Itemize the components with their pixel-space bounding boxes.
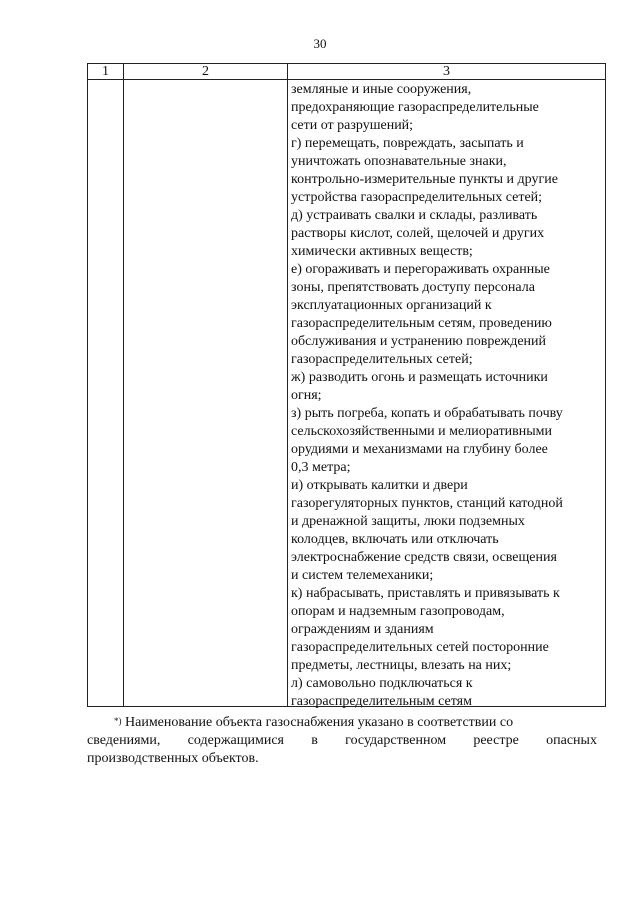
text-line: газораспределительных сетей посторонние: [291, 640, 549, 655]
footnote-word: опасных: [546, 733, 597, 748]
column-header-2: 2: [202, 64, 209, 79]
requirements-table: [87, 63, 606, 707]
text-line: г) перемещать, повреждать, засыпать и: [291, 136, 524, 151]
text-line: ограждениям и зданиям: [291, 622, 434, 637]
header-divider: [88, 79, 605, 80]
footnote-word: сведениями,: [87, 733, 161, 748]
text-line: зоны, препятствовать доступу персонала: [291, 280, 535, 295]
text-line: газорегуляторных пунктов, станций катодной: [291, 496, 563, 511]
text-line: уничтожать опознавательные знаки,: [291, 154, 507, 169]
column-header-3: 3: [443, 64, 450, 79]
footnote-line-1: [87, 714, 597, 732]
text-line: устройства газораспределительных сетей;: [291, 190, 543, 205]
text-line: сельскохозяйственными и мелиоративными: [291, 424, 553, 439]
footnote-word: в: [311, 733, 318, 748]
text-line: опорам и надземным газопроводам,: [291, 604, 505, 619]
text-line: газораспределительных сетей;: [291, 352, 473, 367]
text-line: газораспределительным сетям: [291, 694, 472, 709]
text-line: орудиями и механизмами на глубину более: [291, 442, 548, 457]
footnote-word: реестре: [473, 733, 519, 748]
text-line: контрольно-измерительные пункты и другие: [291, 172, 558, 187]
text-line: е) огораживать и перегораживать охранные: [291, 262, 550, 277]
column-divider-1: [123, 64, 124, 706]
text-line: и) открывать калитки и двери: [291, 478, 468, 493]
footnote-line-3: производственных объектов.: [87, 751, 259, 766]
text-line: газораспределительным сетям, проведению: [291, 316, 552, 331]
text-line: з) рыть погреба, копать и обрабатывать почву: [291, 406, 563, 421]
footnote-text-1: Наименование объекта газоснабжения указано в соответствии со: [125, 715, 514, 730]
footnote-line-2: [87, 732, 597, 750]
text-line: колодцев, включать или отключать: [291, 532, 499, 547]
footnote-marker: *): [114, 716, 122, 726]
column-header-1: 1: [102, 64, 109, 79]
column-divider-2: [287, 64, 288, 706]
text-line: химически активных веществ;: [291, 244, 473, 259]
text-line: предохраняющие газораспределительные: [291, 100, 539, 115]
text-line: земляные и иные сооружения,: [291, 82, 472, 97]
footnote-word: государственном: [345, 733, 447, 748]
text-line: д) устраивать свалки и склады, разливать: [291, 208, 538, 223]
footnote-word: содержащимися: [187, 733, 284, 748]
text-line: растворы кислот, солей, щелочей и других: [291, 226, 545, 241]
text-line: к) набрасывать, приставлять и привязывать к: [291, 586, 560, 601]
text-line: эксплуатационных организаций к: [291, 298, 492, 313]
text-line: предметы, лестницы, влезать на них;: [291, 658, 512, 673]
text-line: сети от разрушений;: [291, 118, 414, 133]
text-line: л) самовольно подключаться к: [291, 676, 473, 691]
text-line: огня;: [291, 388, 322, 403]
text-line: обслуживания и устранению повреждений: [291, 334, 547, 349]
text-line: 0,3 метра;: [291, 460, 351, 475]
column-3-content: [291, 81, 605, 711]
text-line: электроснабжение средств связи, освещения: [291, 550, 557, 565]
text-line: ж) разводить огонь и размещать источники: [291, 370, 548, 385]
footnote: [87, 714, 597, 768]
text-line: и систем телемеханики;: [291, 568, 434, 583]
page-number: 30: [313, 36, 327, 51]
text-line: и дренажной защиты, люки подземных: [291, 514, 525, 529]
